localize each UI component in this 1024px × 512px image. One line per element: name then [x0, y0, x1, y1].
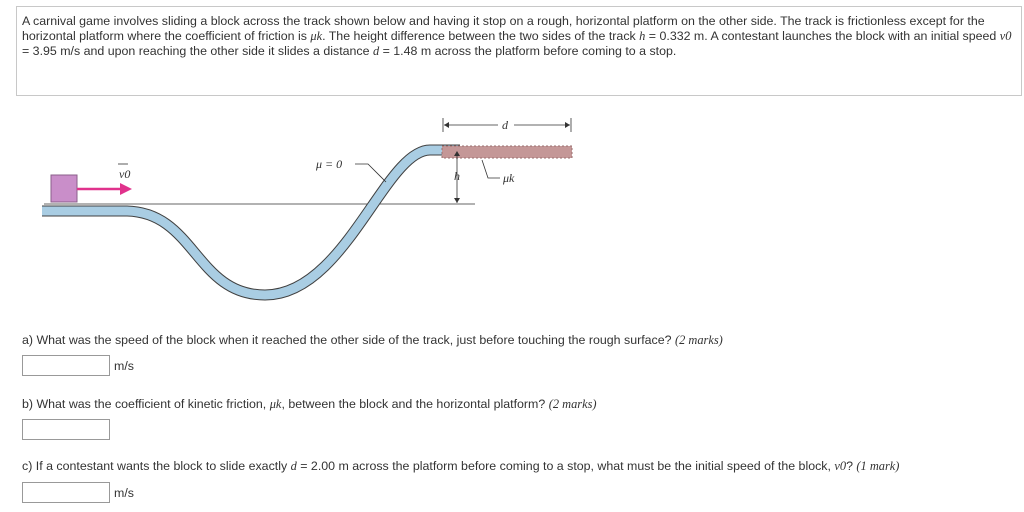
- answer-a-unit: m/s: [114, 358, 134, 373]
- mu0-label: μ = 0: [316, 157, 343, 171]
- question-b-text: b) What was the coefficient of kinetic friction,: [22, 397, 270, 411]
- question-a: [22, 333, 723, 348]
- d-label: d: [502, 118, 508, 132]
- muk-label: μk: [503, 171, 515, 185]
- answer-c-unit: m/s: [114, 485, 134, 500]
- answer-a-input[interactable]: [22, 355, 110, 376]
- question-c-d-symbol: d: [290, 459, 297, 473]
- problem-text: [22, 14, 1015, 59]
- rough-platform: [442, 146, 572, 158]
- h-label: h: [454, 169, 460, 183]
- problem-statement: [16, 6, 1022, 96]
- question-c-text-2: = 2.00 m across the platform before coming to a stop, what must be the initial speed of the block,: [296, 459, 835, 473]
- question-b: [22, 397, 597, 412]
- intro-text-1: A carnival game involves sliding a block across the track shown below and having it stop on a rough, horizontal platform on the other side. The track is frictionless except for the horizontal platform where the coefficient of friction is: [22, 14, 985, 43]
- intro-text-5: = 1.48 m across the platform before coming to a stop.: [379, 44, 677, 58]
- question-b-text-2: , between the block and the horizontal platform?: [281, 397, 549, 411]
- h-symbol: h: [639, 29, 646, 43]
- intro-text-2: . The height difference between the two sides of the track: [322, 29, 640, 43]
- question-b-marks: (2 marks): [548, 397, 597, 411]
- answer-row-c: [22, 482, 134, 503]
- muk-leader: [482, 160, 500, 178]
- d-arrow-left: [444, 122, 449, 128]
- mu-k-symbol: μk: [310, 29, 323, 43]
- question-c: [22, 459, 899, 474]
- question-a-text: a) What was the speed of the block when it reached the other side of the track, just before touching the rough surface?: [22, 333, 675, 347]
- track: [42, 150, 460, 295]
- answer-b-input[interactable]: [22, 419, 110, 440]
- v0-label: v0: [119, 167, 131, 181]
- question-c-text-3: ?: [846, 459, 857, 473]
- answer-c-input[interactable]: [22, 482, 110, 503]
- question-c-v0-symbol: v0: [834, 459, 847, 473]
- question-b-mu-k: μk: [269, 397, 282, 411]
- block: [51, 175, 77, 202]
- intro-text-4: = 3.95 m/s and upon reaching the other side it slides a distance: [22, 44, 373, 58]
- d-symbol: d: [372, 44, 380, 58]
- track-diagram: [20, 108, 600, 308]
- d-arrow-right: [565, 122, 570, 128]
- velocity-arrowhead: [120, 183, 132, 195]
- answer-row-a: [22, 355, 134, 376]
- question-c-text: c) If a contestant wants the block to slide exactly: [22, 459, 291, 473]
- question-c-marks: (1 mark): [856, 459, 900, 473]
- question-a-marks: (2 marks): [674, 333, 723, 347]
- mu0-leader: [355, 164, 386, 182]
- answer-row-b: [22, 419, 110, 440]
- h-arrow-bottom: [454, 198, 460, 203]
- v0-symbol: v0: [999, 29, 1012, 43]
- intro-text-3: = 0.332 m. A contestant launches the block with an initial speed: [645, 29, 1000, 43]
